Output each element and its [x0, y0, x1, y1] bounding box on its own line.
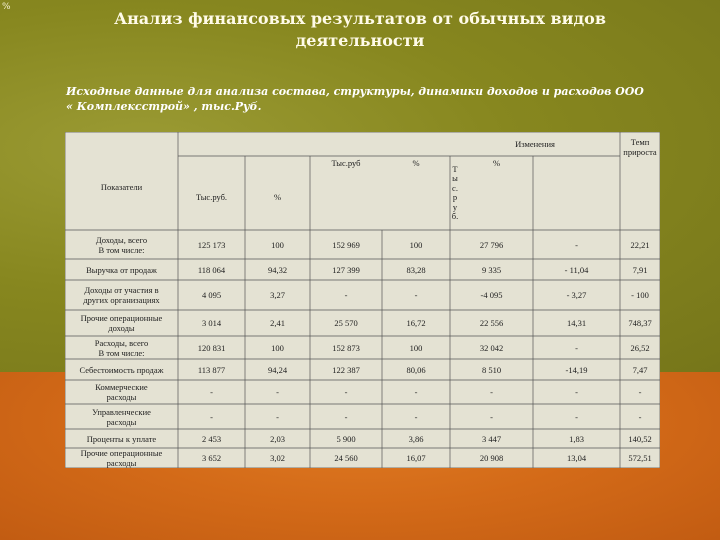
cell-value-period1: 125 173 [197, 239, 226, 250]
cell-growth-rate: 140,52 [628, 433, 652, 444]
cell-value-period2: 127 399 [332, 264, 360, 275]
cell-growth-rate: 22,21 [630, 239, 650, 250]
cell-share-period1: - [276, 411, 279, 422]
cell-change-value: 27 796 [479, 239, 504, 250]
cell-change-share: - [575, 239, 578, 250]
cell-change-value: 3 447 [481, 433, 502, 444]
cell-change-share: - [575, 411, 578, 422]
cell-share-period1: 94,32 [267, 264, 288, 275]
cell-share-period2: - [414, 411, 418, 422]
cell-growth-rate: 7,47 [632, 364, 648, 375]
row-label: Себестоимость продаж [79, 364, 164, 375]
cell-value-period2: 152 969 [332, 239, 360, 250]
cell-share-period1: 3,02 [270, 453, 285, 463]
cell-change-share: 14,31 [566, 318, 587, 328]
cell-growth-rate: 7,91 [632, 264, 648, 275]
slide-subtitle: Исходные данные для анализа состава, структуры, динамики доходов и расходов ООО « Комплексстрой» , тыс.Руб. [66, 85, 644, 113]
cell-share-period2: 100 [409, 239, 423, 250]
cell-growth-rate: - [638, 387, 642, 397]
cell-change-value: 9 335 [481, 264, 502, 275]
cell-value-period2: 152 873 [332, 342, 360, 353]
cell-change-value: 32 042 [479, 342, 504, 353]
cell-change-value: - [490, 387, 493, 397]
cell-change-share: - [575, 387, 578, 397]
cell-value-period1: 120 831 [197, 342, 226, 353]
row-label: Расходы, всего В том числе: [94, 337, 149, 358]
cell-share-period1: 2,03 [270, 433, 285, 444]
corner-mark: % [2, 2, 11, 12]
cell-share-period2: - [414, 387, 418, 397]
row-label: Коммерческие расходы [95, 382, 148, 402]
cell-value-period1: 2 453 [201, 433, 222, 444]
header-change-pct: % [492, 158, 501, 168]
header-growth: Темп прироста [623, 137, 657, 157]
cell-share-period1: - [276, 387, 279, 397]
header-changes: Изменения [515, 139, 555, 149]
row-label: Прочие операционные доходы [80, 313, 163, 333]
cell-value-period2: 25 570 [334, 318, 358, 328]
cell-share-period1: 100 [271, 342, 284, 353]
cell-value-period1: 3 014 [201, 318, 222, 328]
cell-value-period2: - [344, 387, 348, 397]
cell-change-share: - 3,27 [566, 290, 587, 300]
cell-change-value: 22 556 [479, 318, 504, 328]
cell-value-period2: 122 387 [332, 364, 360, 375]
header-period2-pct: % [412, 158, 420, 168]
cell-change-share: -14,19 [565, 364, 588, 375]
cell-share-period2: 3,86 [408, 433, 424, 444]
cell-value-period1: - [210, 411, 213, 422]
header-change-unit: Т ы с. р у б. [451, 163, 459, 221]
cell-share-period2: - [414, 290, 418, 300]
cell-change-value: - [490, 411, 493, 422]
row-label: Доходы, всего В том числе: [95, 234, 148, 255]
cell-value-period2: - [344, 290, 348, 300]
cell-value-period2: 24 560 [334, 453, 358, 463]
cell-share-period1: 94,24 [267, 364, 288, 375]
cell-change-share: 13,04 [566, 453, 587, 463]
cell-value-period1: 4 095 [201, 290, 222, 300]
cell-growth-rate: - 100 [631, 290, 649, 300]
cell-growth-rate: 748,37 [628, 318, 652, 328]
cell-value-period2: 5 900 [336, 433, 356, 444]
cell-growth-rate: - [638, 411, 642, 422]
cell-share-period1: 2,41 [270, 318, 285, 328]
row-label: Доходы от участия в других организациях [83, 285, 160, 305]
cell-change-value: 8 510 [481, 364, 502, 375]
header-period1-pct: % [273, 192, 282, 202]
cell-change-share: 1,83 [569, 433, 584, 444]
cell-value-period1: 118 064 [197, 264, 226, 275]
cell-share-period1: 100 [271, 239, 284, 250]
header-indicators: Показатели [100, 182, 143, 192]
cell-share-period1: 3,27 [270, 290, 285, 300]
cell-share-period2: 16,07 [406, 453, 426, 463]
row-label: Управленческие расходы [92, 406, 151, 427]
cell-change-share: - 11,04 [564, 264, 589, 275]
cell-share-period2: 16,72 [406, 318, 426, 328]
row-label: Проценты к уплате [86, 433, 157, 444]
cell-change-value: -4 095 [480, 290, 503, 300]
cell-share-period2: 100 [409, 342, 423, 353]
header-period2-unit: Тыс.руб [331, 158, 361, 168]
cell-change-value: 20 908 [479, 453, 504, 463]
cell-value-period1: 3 652 [201, 453, 222, 463]
cell-growth-rate: 572,51 [628, 453, 652, 463]
data-table [65, 132, 660, 468]
header-period1-unit: Тыс.руб. [195, 192, 228, 202]
cell-value-period2: - [344, 411, 348, 422]
row-label: Прочие операционные расходы [80, 448, 163, 468]
cell-share-period2: 83,28 [406, 264, 426, 275]
cell-share-period2: 80,06 [406, 364, 426, 375]
row-label: Выручка от продаж [86, 264, 157, 275]
cell-change-share: - [575, 342, 578, 353]
cell-growth-rate: 26,52 [630, 342, 650, 353]
cell-value-period1: 113 877 [197, 364, 226, 375]
cell-value-period1: - [210, 387, 213, 397]
slide-title: Анализ финансовых результатов от обычных видов деятельности [114, 9, 606, 50]
